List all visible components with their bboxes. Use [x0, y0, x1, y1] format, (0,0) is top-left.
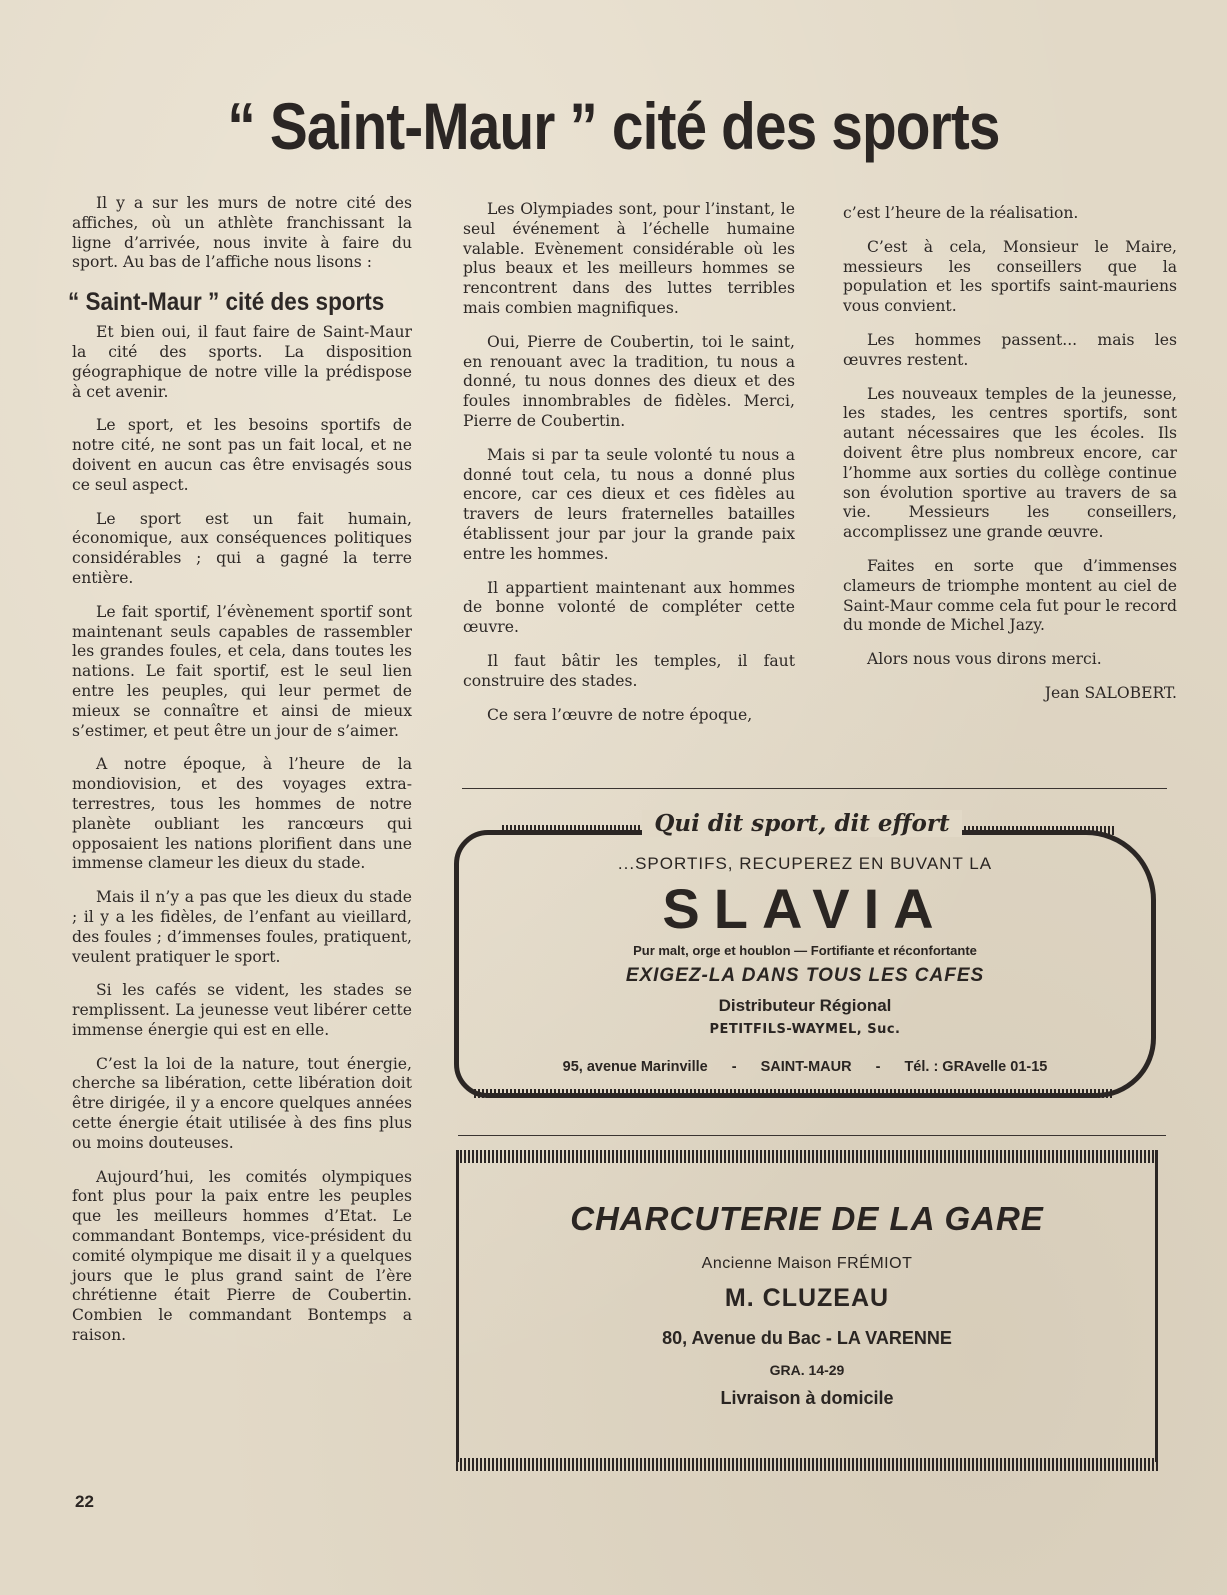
paragraph: Aujourd’hui, les comités olympiques font plus pour la paix entre les peuples que les meilleurs hommes d’Etat. Le commandant Bontemps, vice-président du comité olympique me disait il y a quelques jours que le plus grand saint de l’ère chrétienne était Pierre de Coubertin. Combien le commandant Bontemps a raison.: [72, 1167, 412, 1345]
ad-delivery: Livraison à domicile: [720, 1388, 894, 1408]
paragraph: c’est l’heure de la réalisation.: [843, 204, 1079, 222]
ad-hatch: [456, 1150, 1158, 1163]
ad-brand: SLAVIA: [662, 877, 948, 940]
paragraph: Le sport, et les besoins sportifs de notre cité, ne sont pas un fait local, et ne doivent en aucun cas être envisagés sous ce seul aspect.: [72, 416, 412, 494]
paragraph: C’est la loi de la nature, tout énergie, cherche sa libération, cette libération doit être dirigée, il y a encore quelques années cette énergie était utilisée à des fins plus ou moins douteuses.: [72, 1054, 412, 1152]
ad-former-house: Ancienne Maison FRÉMIOT: [701, 1255, 913, 1272]
ad-description: Pur malt, orge et houblon — Fortifiante et réconfortante: [633, 943, 977, 958]
ad-address: 95, avenue Marinville: [562, 1059, 708, 1075]
slavia-advertisement: [454, 810, 1162, 1105]
paragraph: Les hommes passent... mais les œuvres restent.: [843, 330, 1177, 369]
paragraph: A notre époque, à l’heure de la mondiovision, et des voyages extra-terrestres, tous les hommes de notre planète oubliant les rancœurs qui opposaient les nations plorifient dans une immense clameur les dieux du stade.: [72, 755, 412, 873]
ad-phone: Tél. : GRAvelle 01-15: [904, 1059, 1048, 1075]
article-column-2: [463, 200, 795, 739]
article-subhead: “ Saint-Maur ” cité des sports: [68, 288, 385, 317]
ad-successor: PETITFILS-WAYMEL, Suc.: [709, 1022, 901, 1037]
ad-separator: -: [731, 1059, 737, 1075]
paragraph: Les nouveaux temples de la jeunesse, les stades, les centres sportifs, sont autant nécessaires que les écoles. Ils doivent être plus nombreux encore, car l’homme aux sorties du collège continue son évolution sportive au travers de sa vie. Messieurs les conseillers, accomplissez une grande œuvre.: [843, 384, 1177, 542]
paragraph: Mais si par ta seule volonté tu nous a donné tout cela, tu nous a donné plus encore, car ces dieux et ces fidèles au travers de leurs fraternelles batailles établissent jour par jour la grande paix entre les hommes.: [463, 445, 795, 563]
paragraph: Il appartient maintenant aux hommes de bonne volonté de compléter cette œuvre.: [463, 578, 795, 637]
paragraph: Et bien oui, il faut faire de Saint-Maur la cité des sports. La disposition géographique de notre ville la prédispose à cet avenir.: [72, 323, 412, 401]
charcuterie-advertisement: [456, 1150, 1164, 1470]
paragraph: Ce sera l’œuvre de notre époque,: [487, 705, 753, 724]
divider: [458, 1135, 1166, 1136]
ad-hatch: [502, 825, 642, 834]
ad-city: SAINT-MAUR: [760, 1059, 852, 1075]
page-number: 22: [75, 1492, 94, 1511]
article-column-1: [68, 194, 412, 1360]
article-title: “ Saint-Maur ” cité des sports: [227, 89, 1000, 163]
ad-owner: M. CLUZEAU: [724, 1284, 890, 1312]
ad-shop-name: CHARCUTERIE DE LA GARE: [570, 1200, 1044, 1237]
paragraph: Il faut bâtir les temples, il faut construire des stades.: [463, 651, 795, 690]
article-column-3: [843, 204, 1177, 718]
ad-hatch: [474, 1089, 1114, 1098]
ad-distributor: Distributeur Régional: [718, 996, 892, 1015]
ad-address-line: [454, 1059, 1156, 1075]
ad-hatch: [964, 826, 1114, 835]
paragraph: Les Olympiades sont, pour l’instant, le seul événement à l’échelle humaine valable. Evènement considérable où les plus beaux et les meilleurs hommes se rencontrent dans des luttes terribles mais combien magnifiques.: [463, 200, 795, 317]
ad-tagline: ...SPORTIFS, RECUPEREZ EN BUVANT LA: [617, 854, 993, 873]
paragraph: Si les cafés se vident, les stades se remplissent. La jeunesse veut libérer cette immense énergie qui est en elle.: [72, 981, 412, 1039]
ad-phone: GRA. 14-29: [769, 1362, 845, 1378]
ad-address: 80, Avenue du Bac - LA VARENNE: [662, 1328, 952, 1348]
divider: [462, 788, 1167, 789]
author-signature: Jean SALOBERT.: [1044, 683, 1177, 702]
paragraph: Il y a sur les murs de notre cité des affiches, où un athlète franchissant la ligne d’arrivée, nous invite à faire du sport. Au bas de l’affiche nous lisons :: [72, 194, 412, 272]
ad-exigez: EXIGEZ-LA DANS TOUS LES CAFES: [625, 965, 985, 986]
ad-slogan: Qui dit sport, dit effort: [642, 810, 962, 837]
ad-hatch: [456, 1458, 1158, 1471]
paragraph: Le fait sportif, l’évènement sportif sont maintenant seuls capables de rassembler les grandes foules, et cela, dans toutes les nations. Le fait sportif, est le seul lien entre les peuples, qui leur permet de mieux se connaître et ainsi de mieux s’estimer, et peut être un jour de s’aimer.: [72, 602, 412, 740]
paragraph: Le sport est un fait humain, économique, aux conséquences politiques considérables ; qui a gagné la terre entière.: [72, 509, 412, 587]
paragraph: Oui, Pierre de Coubertin, toi le saint, en renouant avec la tradition, tu nous a donné, tu nous donnes des dieux et des foules innombrables de fidèles. Merci, Pierre de Coubertin.: [463, 332, 795, 430]
paragraph: Alors nous vous dirons merci.: [867, 650, 1102, 669]
paragraph: C’est à cela, Monsieur le Maire, messieurs les conseillers que la population et les sportifs saint-mauriens vous convient.: [843, 237, 1177, 316]
paragraph: Faites en sorte que d’immenses clameurs de triomphe montent au ciel de Saint-Maur comme cela fut pour le record du monde de Michel Jazy.: [843, 556, 1177, 635]
paragraph: Mais il n’y a pas que les dieux du stade ; il y a les fidèles, de l’enfant au vieillard, des foules ; d’immenses foules, pratiquent, veulent pratiquer le sport.: [72, 888, 412, 966]
ad-separator: -: [875, 1059, 881, 1075]
